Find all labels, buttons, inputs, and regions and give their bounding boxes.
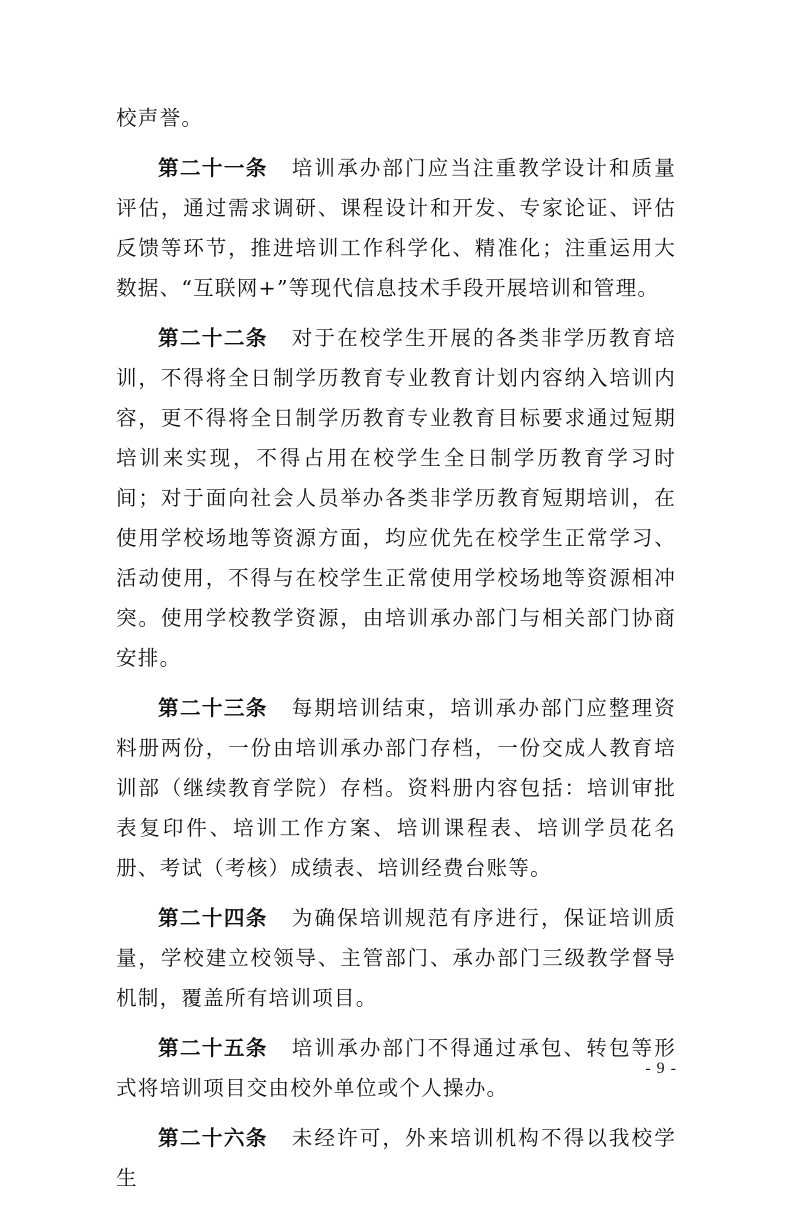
article-26: [116, 1118, 676, 1198]
article-label: 第二十六条: [158, 1126, 268, 1150]
article-text: 培训承办部门不得通过承包、转包等形式将培训项目交由校外单位或个人操办。: [116, 1036, 676, 1100]
article-22: [116, 318, 676, 678]
article-text: 对于在校学生开展的各类非学历教育培训，不得将全日制学历教育专业教育计划内容纳入培训内容，更不得将全日制学历教育专业教育目标要求通过短期培训来实现，不得占用在校学生全日制学历教育学习时间；对于面向社会人员举办各类非学历教育短期培训，在使用学校场地等资源方面，均应优先在校学生正常学习、活动使用，不得与在校学生正常使用学校场地等资源相冲突。使用学校教学资源，由培训承办部门与相关部门协商安排。: [116, 326, 676, 670]
article-text: 为确保培训规范有序进行，保证培训质量，学校建立校领导、主管部门、承办部门三级教学督导机制，覆盖所有培训项目。: [116, 906, 676, 1010]
article-21: [116, 148, 676, 308]
article-label: 第二十二条: [158, 326, 268, 350]
article-text: 每期培训结束，培训承办部门应整理资料册两份，一份由培训承办部门存档，一份交成人教育培训部（继续教育学院）存档。资料册内容包括：培训审批表复印件、培训工作方案、培训课程表、培训学员花名册、考试（考核）成绩表、培训经费台账等。: [116, 696, 676, 880]
article-text: 未经许可，外来培训机构不得以我校学生: [116, 1126, 676, 1190]
article-25: [116, 1028, 676, 1108]
article-label: 第二十五条: [158, 1036, 268, 1060]
article-label: 第二十一条: [158, 156, 268, 180]
page-number: - 9 -: [645, 1060, 677, 1077]
article-text: 培训承办部门应当注重教学设计和质量评估，通过需求调研、课程设计和开发、专家论证、评估反馈等环节，推进培训工作科学化、精准化；注重运用大数据、“互联网+”等现代信息技术手段开展培训和管理。: [116, 156, 676, 300]
article-label: 第二十四条: [158, 906, 268, 930]
document-page: [116, 98, 676, 1208]
article-label: 第二十三条: [158, 696, 268, 720]
article-24: [116, 898, 676, 1018]
article-23: [116, 688, 676, 888]
continued-paragraph: 校声誉。: [116, 106, 204, 130]
